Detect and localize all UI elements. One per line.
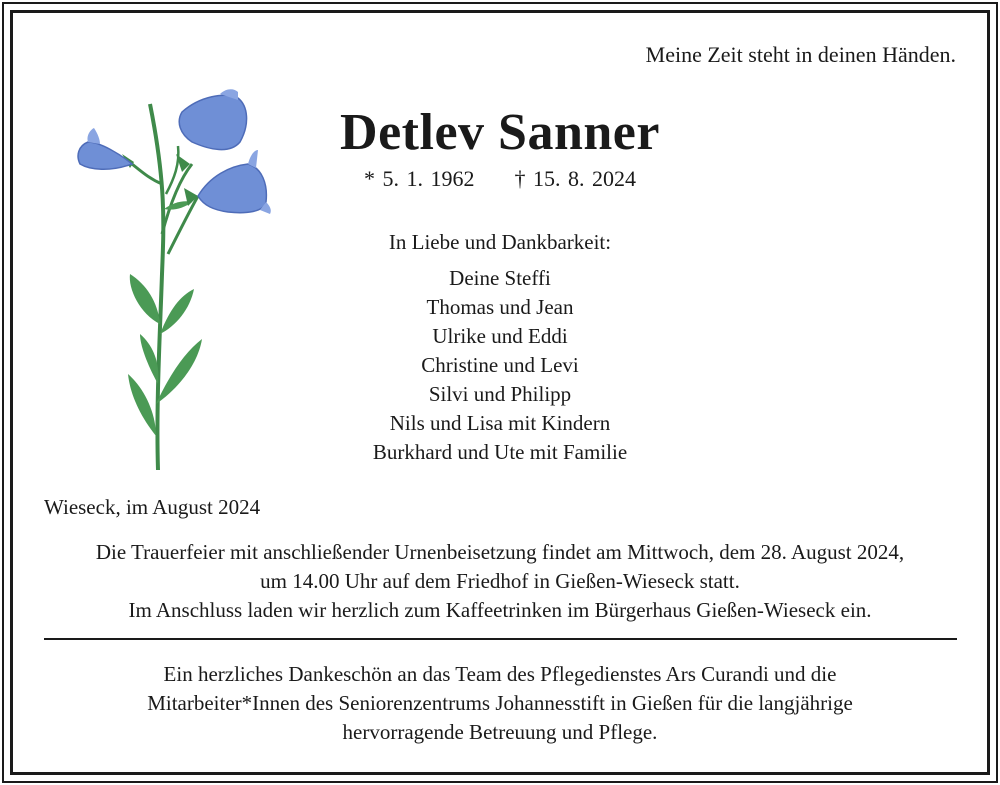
mourner-item: Nils und Lisa mit Kindern xyxy=(389,411,611,435)
place-and-date: Wieseck, im August 2024 xyxy=(44,495,261,519)
mourner-item: Thomas und Jean xyxy=(426,295,574,319)
birth-date: * 5. 1. 1962 xyxy=(364,166,475,191)
thanks-line: Ein herzliches Dankeschön an das Team des Pflegedienstes Ars Curandi und die xyxy=(163,662,837,686)
mourners-intro: In Liebe und Dankbarkeit: xyxy=(388,230,612,254)
mourner-item: Christine und Levi xyxy=(421,353,579,377)
death-date: † 15. 8. 2024 xyxy=(514,166,636,191)
motto-verse: Meine Zeit steht in deinen Händen. xyxy=(645,42,956,67)
thanks-line: Mitarbeiter*Innen des Seniorenzentrums Johannesstift in Gießen für die langjährige xyxy=(147,691,853,715)
mourner-item: Ulrike und Eddi xyxy=(432,324,568,348)
thanks-note xyxy=(0,660,1000,747)
notice-line: Die Trauerfeier mit anschließender Urnenbeisetzung findet am Mittwoch, dem 28. August 2024, xyxy=(95,540,905,564)
deceased-name: Detlev Sanner xyxy=(340,104,660,161)
thanks-line: hervorragende Betreuung und Pflege. xyxy=(342,720,658,744)
notice-line: um 14.00 Uhr auf dem Friedhof in Gießen-Wieseck statt. xyxy=(260,569,740,593)
notice-line: Im Anschluss laden wir herzlich zum Kaffeetrinken im Bürgerhaus Gießen-Wieseck ein. xyxy=(128,598,872,622)
mourner-item: Burkhard und Ute mit Familie xyxy=(372,440,628,464)
life-dates xyxy=(0,166,1000,192)
mourners-list xyxy=(0,264,1000,467)
mourner-item: Silvi und Philipp xyxy=(428,382,572,406)
funeral-notice xyxy=(0,538,1000,625)
divider-line xyxy=(44,638,957,640)
mourner-item: Deine Steffi xyxy=(449,266,551,290)
